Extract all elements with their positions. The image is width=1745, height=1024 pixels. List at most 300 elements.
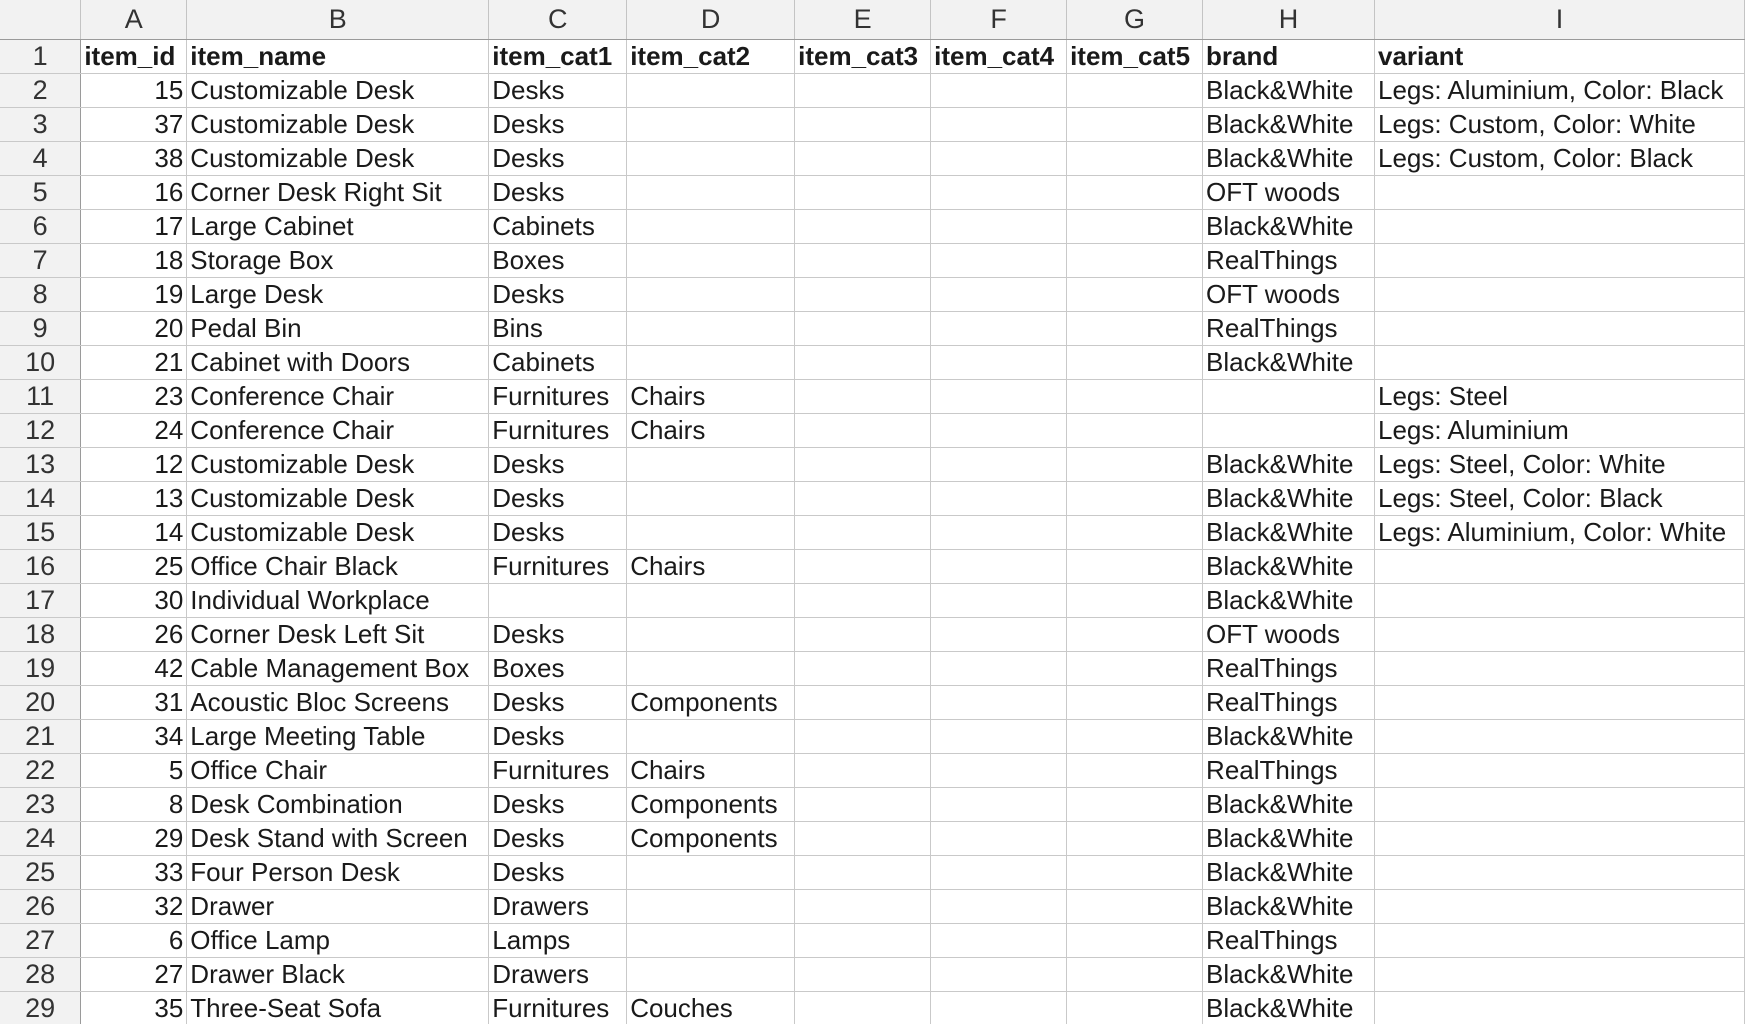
- cell-e17[interactable]: [795, 583, 931, 617]
- cell-e10[interactable]: [795, 345, 931, 379]
- cell-h16[interactable]: Black&White: [1203, 549, 1375, 583]
- cell-b14[interactable]: Customizable Desk: [187, 481, 489, 515]
- cell-f19[interactable]: [931, 651, 1067, 685]
- cell-b16[interactable]: Office Chair Black: [187, 549, 489, 583]
- cell-a7[interactable]: 18: [81, 243, 187, 277]
- cell-f5[interactable]: [931, 175, 1067, 209]
- cell-i2[interactable]: Legs: Aluminium, Color: Black: [1374, 73, 1744, 107]
- cell-h9[interactable]: RealThings: [1203, 311, 1375, 345]
- cell-e7[interactable]: [795, 243, 931, 277]
- cell-e21[interactable]: [795, 719, 931, 753]
- column-header-f[interactable]: F: [931, 0, 1067, 39]
- column-header-b[interactable]: B: [187, 0, 489, 39]
- cell-a23[interactable]: 8: [81, 787, 187, 821]
- row-header-7[interactable]: 7: [0, 243, 81, 277]
- cell-b9[interactable]: Pedal Bin: [187, 311, 489, 345]
- cell-g4[interactable]: [1067, 141, 1203, 175]
- cell-b17[interactable]: Individual Workplace: [187, 583, 489, 617]
- cell-f8[interactable]: [931, 277, 1067, 311]
- cell-d6[interactable]: [627, 209, 795, 243]
- cell-i18[interactable]: [1374, 617, 1744, 651]
- cell-d21[interactable]: [627, 719, 795, 753]
- cell-c23[interactable]: Desks: [489, 787, 627, 821]
- cell-g15[interactable]: [1067, 515, 1203, 549]
- cell-i25[interactable]: [1374, 855, 1744, 889]
- cell-i9[interactable]: [1374, 311, 1744, 345]
- cell-i24[interactable]: [1374, 821, 1744, 855]
- cell-i10[interactable]: [1374, 345, 1744, 379]
- cell-i15[interactable]: Legs: Aluminium, Color: White: [1374, 515, 1744, 549]
- cell-f20[interactable]: [931, 685, 1067, 719]
- cell-c7[interactable]: Boxes: [489, 243, 627, 277]
- cell-a16[interactable]: 25: [81, 549, 187, 583]
- cell-a14[interactable]: 13: [81, 481, 187, 515]
- cell-a2[interactable]: 15: [81, 73, 187, 107]
- cell-f13[interactable]: [931, 447, 1067, 481]
- row-header-1[interactable]: 1: [0, 39, 81, 73]
- cell-f15[interactable]: [931, 515, 1067, 549]
- cell-h23[interactable]: Black&White: [1203, 787, 1375, 821]
- cell-a9[interactable]: 20: [81, 311, 187, 345]
- cell-i8[interactable]: [1374, 277, 1744, 311]
- cell-h5[interactable]: OFT woods: [1203, 175, 1375, 209]
- cell-g18[interactable]: [1067, 617, 1203, 651]
- cell-d24[interactable]: Components: [627, 821, 795, 855]
- cell-e25[interactable]: [795, 855, 931, 889]
- cell-d25[interactable]: [627, 855, 795, 889]
- cell-e6[interactable]: [795, 209, 931, 243]
- row-header-5[interactable]: 5: [0, 175, 81, 209]
- cell-h29[interactable]: Black&White: [1203, 991, 1375, 1024]
- cell-i14[interactable]: Legs: Steel, Color: Black: [1374, 481, 1744, 515]
- cell-d1[interactable]: item_cat2: [627, 39, 795, 73]
- cell-g25[interactable]: [1067, 855, 1203, 889]
- cell-b10[interactable]: Cabinet with Doors: [187, 345, 489, 379]
- cell-e11[interactable]: [795, 379, 931, 413]
- cell-i21[interactable]: [1374, 719, 1744, 753]
- cell-c2[interactable]: Desks: [489, 73, 627, 107]
- cell-f12[interactable]: [931, 413, 1067, 447]
- cell-d22[interactable]: Chairs: [627, 753, 795, 787]
- cell-e19[interactable]: [795, 651, 931, 685]
- cell-c12[interactable]: Furnitures: [489, 413, 627, 447]
- row-header-15[interactable]: 15: [0, 515, 81, 549]
- cell-g9[interactable]: [1067, 311, 1203, 345]
- cell-a18[interactable]: 26: [81, 617, 187, 651]
- cell-h15[interactable]: Black&White: [1203, 515, 1375, 549]
- cell-e23[interactable]: [795, 787, 931, 821]
- cell-g16[interactable]: [1067, 549, 1203, 583]
- cell-b23[interactable]: Desk Combination: [187, 787, 489, 821]
- cell-b7[interactable]: Storage Box: [187, 243, 489, 277]
- cell-a19[interactable]: 42: [81, 651, 187, 685]
- cell-g12[interactable]: [1067, 413, 1203, 447]
- cell-e13[interactable]: [795, 447, 931, 481]
- cell-e12[interactable]: [795, 413, 931, 447]
- cell-g24[interactable]: [1067, 821, 1203, 855]
- cell-a11[interactable]: 23: [81, 379, 187, 413]
- cell-f6[interactable]: [931, 209, 1067, 243]
- cell-c8[interactable]: Desks: [489, 277, 627, 311]
- cell-h2[interactable]: Black&White: [1203, 73, 1375, 107]
- cell-a22[interactable]: 5: [81, 753, 187, 787]
- cell-c24[interactable]: Desks: [489, 821, 627, 855]
- column-header-c[interactable]: C: [489, 0, 627, 39]
- cell-e8[interactable]: [795, 277, 931, 311]
- cell-b5[interactable]: Corner Desk Right Sit: [187, 175, 489, 209]
- cell-d13[interactable]: [627, 447, 795, 481]
- cell-b3[interactable]: Customizable Desk: [187, 107, 489, 141]
- cell-f3[interactable]: [931, 107, 1067, 141]
- cell-h11[interactable]: [1203, 379, 1375, 413]
- row-header-6[interactable]: 6: [0, 209, 81, 243]
- row-header-9[interactable]: 9: [0, 311, 81, 345]
- cell-d9[interactable]: [627, 311, 795, 345]
- cell-b1[interactable]: item_name: [187, 39, 489, 73]
- cell-h7[interactable]: RealThings: [1203, 243, 1375, 277]
- cell-b11[interactable]: Conference Chair: [187, 379, 489, 413]
- cell-e9[interactable]: [795, 311, 931, 345]
- cell-e18[interactable]: [795, 617, 931, 651]
- column-header-g[interactable]: G: [1067, 0, 1203, 39]
- cell-d2[interactable]: [627, 73, 795, 107]
- column-header-a[interactable]: A: [81, 0, 187, 39]
- cell-c16[interactable]: Furnitures: [489, 549, 627, 583]
- cell-h6[interactable]: Black&White: [1203, 209, 1375, 243]
- cell-c13[interactable]: Desks: [489, 447, 627, 481]
- cell-c29[interactable]: Furnitures: [489, 991, 627, 1024]
- cell-c18[interactable]: Desks: [489, 617, 627, 651]
- cell-a6[interactable]: 17: [81, 209, 187, 243]
- cell-c6[interactable]: Cabinets: [489, 209, 627, 243]
- cell-b22[interactable]: Office Chair: [187, 753, 489, 787]
- cell-b8[interactable]: Large Desk: [187, 277, 489, 311]
- cell-g10[interactable]: [1067, 345, 1203, 379]
- row-header-17[interactable]: 17: [0, 583, 81, 617]
- cell-a3[interactable]: 37: [81, 107, 187, 141]
- cell-c27[interactable]: Lamps: [489, 923, 627, 957]
- cell-f14[interactable]: [931, 481, 1067, 515]
- cell-i28[interactable]: [1374, 957, 1744, 991]
- cell-c9[interactable]: Bins: [489, 311, 627, 345]
- cell-c21[interactable]: Desks: [489, 719, 627, 753]
- column-header-h[interactable]: H: [1203, 0, 1375, 39]
- cell-i7[interactable]: [1374, 243, 1744, 277]
- row-header-23[interactable]: 23: [0, 787, 81, 821]
- cell-g28[interactable]: [1067, 957, 1203, 991]
- cell-i26[interactable]: [1374, 889, 1744, 923]
- cell-i19[interactable]: [1374, 651, 1744, 685]
- cell-a27[interactable]: 6: [81, 923, 187, 957]
- cell-a21[interactable]: 34: [81, 719, 187, 753]
- cell-a29[interactable]: 35: [81, 991, 187, 1024]
- cell-b24[interactable]: Desk Stand with Screen: [187, 821, 489, 855]
- cell-a25[interactable]: 33: [81, 855, 187, 889]
- cell-d28[interactable]: [627, 957, 795, 991]
- cell-i20[interactable]: [1374, 685, 1744, 719]
- cell-c4[interactable]: Desks: [489, 141, 627, 175]
- cell-e15[interactable]: [795, 515, 931, 549]
- cell-f22[interactable]: [931, 753, 1067, 787]
- cell-b13[interactable]: Customizable Desk: [187, 447, 489, 481]
- cell-f9[interactable]: [931, 311, 1067, 345]
- cell-i22[interactable]: [1374, 753, 1744, 787]
- row-header-24[interactable]: 24: [0, 821, 81, 855]
- cell-b15[interactable]: Customizable Desk: [187, 515, 489, 549]
- cell-b21[interactable]: Large Meeting Table: [187, 719, 489, 753]
- cell-g26[interactable]: [1067, 889, 1203, 923]
- row-header-19[interactable]: 19: [0, 651, 81, 685]
- cell-f21[interactable]: [931, 719, 1067, 753]
- cell-e22[interactable]: [795, 753, 931, 787]
- cell-e5[interactable]: [795, 175, 931, 209]
- column-header-d[interactable]: D: [627, 0, 795, 39]
- cell-h12[interactable]: [1203, 413, 1375, 447]
- cell-i11[interactable]: Legs: Steel: [1374, 379, 1744, 413]
- cell-h18[interactable]: OFT woods: [1203, 617, 1375, 651]
- cell-e20[interactable]: [795, 685, 931, 719]
- select-all-corner[interactable]: [0, 0, 81, 39]
- cell-g27[interactable]: [1067, 923, 1203, 957]
- row-header-27[interactable]: 27: [0, 923, 81, 957]
- cell-i13[interactable]: Legs: Steel, Color: White: [1374, 447, 1744, 481]
- cell-g2[interactable]: [1067, 73, 1203, 107]
- cell-c5[interactable]: Desks: [489, 175, 627, 209]
- row-header-26[interactable]: 26: [0, 889, 81, 923]
- cell-d11[interactable]: Chairs: [627, 379, 795, 413]
- cell-g23[interactable]: [1067, 787, 1203, 821]
- row-header-13[interactable]: 13: [0, 447, 81, 481]
- cell-b6[interactable]: Large Cabinet: [187, 209, 489, 243]
- cell-g3[interactable]: [1067, 107, 1203, 141]
- cell-d23[interactable]: Components: [627, 787, 795, 821]
- cell-e14[interactable]: [795, 481, 931, 515]
- cell-a26[interactable]: 32: [81, 889, 187, 923]
- cell-i16[interactable]: [1374, 549, 1744, 583]
- cell-g11[interactable]: [1067, 379, 1203, 413]
- cell-i29[interactable]: [1374, 991, 1744, 1024]
- cell-c19[interactable]: Boxes: [489, 651, 627, 685]
- cell-e16[interactable]: [795, 549, 931, 583]
- cell-b4[interactable]: Customizable Desk: [187, 141, 489, 175]
- cell-c25[interactable]: Desks: [489, 855, 627, 889]
- cell-e28[interactable]: [795, 957, 931, 991]
- cell-i23[interactable]: [1374, 787, 1744, 821]
- cell-a17[interactable]: 30: [81, 583, 187, 617]
- cell-d12[interactable]: Chairs: [627, 413, 795, 447]
- cell-a13[interactable]: 12: [81, 447, 187, 481]
- column-header-i[interactable]: I: [1374, 0, 1744, 39]
- cell-b25[interactable]: Four Person Desk: [187, 855, 489, 889]
- cell-d3[interactable]: [627, 107, 795, 141]
- cell-i4[interactable]: Legs: Custom, Color: Black: [1374, 141, 1744, 175]
- row-header-11[interactable]: 11: [0, 379, 81, 413]
- cell-b29[interactable]: Three-Seat Sofa: [187, 991, 489, 1024]
- cell-f29[interactable]: [931, 991, 1067, 1024]
- cell-c20[interactable]: Desks: [489, 685, 627, 719]
- cell-h10[interactable]: Black&White: [1203, 345, 1375, 379]
- cell-h28[interactable]: Black&White: [1203, 957, 1375, 991]
- cell-d5[interactable]: [627, 175, 795, 209]
- cell-d16[interactable]: Chairs: [627, 549, 795, 583]
- cell-c3[interactable]: Desks: [489, 107, 627, 141]
- cell-a1[interactable]: item_id: [81, 39, 187, 73]
- cell-h13[interactable]: Black&White: [1203, 447, 1375, 481]
- cell-e24[interactable]: [795, 821, 931, 855]
- cell-b20[interactable]: Acoustic Bloc Screens: [187, 685, 489, 719]
- cell-h4[interactable]: Black&White: [1203, 141, 1375, 175]
- cell-a28[interactable]: 27: [81, 957, 187, 991]
- row-header-28[interactable]: 28: [0, 957, 81, 991]
- cell-g17[interactable]: [1067, 583, 1203, 617]
- cell-d27[interactable]: [627, 923, 795, 957]
- cell-f4[interactable]: [931, 141, 1067, 175]
- row-header-18[interactable]: 18: [0, 617, 81, 651]
- cell-d10[interactable]: [627, 345, 795, 379]
- row-header-8[interactable]: 8: [0, 277, 81, 311]
- cell-f26[interactable]: [931, 889, 1067, 923]
- cell-e4[interactable]: [795, 141, 931, 175]
- cell-h17[interactable]: Black&White: [1203, 583, 1375, 617]
- cell-f17[interactable]: [931, 583, 1067, 617]
- cell-f28[interactable]: [931, 957, 1067, 991]
- cell-b2[interactable]: Customizable Desk: [187, 73, 489, 107]
- cell-d18[interactable]: [627, 617, 795, 651]
- cell-d15[interactable]: [627, 515, 795, 549]
- cell-c22[interactable]: Furnitures: [489, 753, 627, 787]
- cell-f25[interactable]: [931, 855, 1067, 889]
- cell-h1[interactable]: brand: [1203, 39, 1375, 73]
- cell-c26[interactable]: Drawers: [489, 889, 627, 923]
- cell-c1[interactable]: item_cat1: [489, 39, 627, 73]
- cell-g14[interactable]: [1067, 481, 1203, 515]
- row-header-29[interactable]: 29: [0, 991, 81, 1024]
- cell-f11[interactable]: [931, 379, 1067, 413]
- cell-h24[interactable]: Black&White: [1203, 821, 1375, 855]
- cell-a10[interactable]: 21: [81, 345, 187, 379]
- row-header-2[interactable]: 2: [0, 73, 81, 107]
- cell-e2[interactable]: [795, 73, 931, 107]
- cell-g20[interactable]: [1067, 685, 1203, 719]
- cell-f10[interactable]: [931, 345, 1067, 379]
- row-header-16[interactable]: 16: [0, 549, 81, 583]
- cell-h22[interactable]: RealThings: [1203, 753, 1375, 787]
- cell-h19[interactable]: RealThings: [1203, 651, 1375, 685]
- cell-h8[interactable]: OFT woods: [1203, 277, 1375, 311]
- cell-e29[interactable]: [795, 991, 931, 1024]
- row-header-10[interactable]: 10: [0, 345, 81, 379]
- cell-a15[interactable]: 14: [81, 515, 187, 549]
- cell-d14[interactable]: [627, 481, 795, 515]
- row-header-20[interactable]: 20: [0, 685, 81, 719]
- cell-i3[interactable]: Legs: Custom, Color: White: [1374, 107, 1744, 141]
- cell-d8[interactable]: [627, 277, 795, 311]
- cell-b12[interactable]: Conference Chair: [187, 413, 489, 447]
- cell-e3[interactable]: [795, 107, 931, 141]
- cell-g19[interactable]: [1067, 651, 1203, 685]
- cell-c28[interactable]: Drawers: [489, 957, 627, 991]
- row-header-14[interactable]: 14: [0, 481, 81, 515]
- cell-a20[interactable]: 31: [81, 685, 187, 719]
- cell-d19[interactable]: [627, 651, 795, 685]
- cell-b27[interactable]: Office Lamp: [187, 923, 489, 957]
- cell-a4[interactable]: 38: [81, 141, 187, 175]
- cell-f23[interactable]: [931, 787, 1067, 821]
- cell-h3[interactable]: Black&White: [1203, 107, 1375, 141]
- cell-g29[interactable]: [1067, 991, 1203, 1024]
- cell-b19[interactable]: Cable Management Box: [187, 651, 489, 685]
- cell-g21[interactable]: [1067, 719, 1203, 753]
- cell-b28[interactable]: Drawer Black: [187, 957, 489, 991]
- cell-f1[interactable]: item_cat4: [931, 39, 1067, 73]
- cell-g13[interactable]: [1067, 447, 1203, 481]
- cell-a12[interactable]: 24: [81, 413, 187, 447]
- cell-i1[interactable]: variant: [1374, 39, 1744, 73]
- cell-c10[interactable]: Cabinets: [489, 345, 627, 379]
- cell-i12[interactable]: Legs: Aluminium: [1374, 413, 1744, 447]
- cell-h14[interactable]: Black&White: [1203, 481, 1375, 515]
- cell-i5[interactable]: [1374, 175, 1744, 209]
- cell-h25[interactable]: Black&White: [1203, 855, 1375, 889]
- cell-g7[interactable]: [1067, 243, 1203, 277]
- cell-c14[interactable]: Desks: [489, 481, 627, 515]
- cell-a5[interactable]: 16: [81, 175, 187, 209]
- cell-a8[interactable]: 19: [81, 277, 187, 311]
- cell-d29[interactable]: Couches: [627, 991, 795, 1024]
- cell-c17[interactable]: [489, 583, 627, 617]
- cell-e26[interactable]: [795, 889, 931, 923]
- cell-h20[interactable]: RealThings: [1203, 685, 1375, 719]
- row-header-3[interactable]: 3: [0, 107, 81, 141]
- cell-d17[interactable]: [627, 583, 795, 617]
- cell-d7[interactable]: [627, 243, 795, 277]
- cell-d20[interactable]: Components: [627, 685, 795, 719]
- cell-h27[interactable]: RealThings: [1203, 923, 1375, 957]
- cell-f24[interactable]: [931, 821, 1067, 855]
- cell-g5[interactable]: [1067, 175, 1203, 209]
- row-header-25[interactable]: 25: [0, 855, 81, 889]
- cell-c11[interactable]: Furnitures: [489, 379, 627, 413]
- cell-i27[interactable]: [1374, 923, 1744, 957]
- column-header-e[interactable]: E: [795, 0, 931, 39]
- cell-f7[interactable]: [931, 243, 1067, 277]
- cell-g8[interactable]: [1067, 277, 1203, 311]
- cell-b18[interactable]: Corner Desk Left Sit: [187, 617, 489, 651]
- cell-e27[interactable]: [795, 923, 931, 957]
- row-header-22[interactable]: 22: [0, 753, 81, 787]
- cell-f2[interactable]: [931, 73, 1067, 107]
- cell-a24[interactable]: 29: [81, 821, 187, 855]
- cell-f16[interactable]: [931, 549, 1067, 583]
- row-header-21[interactable]: 21: [0, 719, 81, 753]
- cell-d4[interactable]: [627, 141, 795, 175]
- cell-g6[interactable]: [1067, 209, 1203, 243]
- row-header-4[interactable]: 4: [0, 141, 81, 175]
- cell-h21[interactable]: Black&White: [1203, 719, 1375, 753]
- cell-e1[interactable]: item_cat3: [795, 39, 931, 73]
- cell-g22[interactable]: [1067, 753, 1203, 787]
- cell-f27[interactable]: [931, 923, 1067, 957]
- cell-d26[interactable]: [627, 889, 795, 923]
- cell-b26[interactable]: Drawer: [187, 889, 489, 923]
- row-header-12[interactable]: 12: [0, 413, 81, 447]
- cell-i6[interactable]: [1374, 209, 1744, 243]
- cell-h26[interactable]: Black&White: [1203, 889, 1375, 923]
- cell-i17[interactable]: [1374, 583, 1744, 617]
- cell-g1[interactable]: item_cat5: [1067, 39, 1203, 73]
- cell-f18[interactable]: [931, 617, 1067, 651]
- cell-c15[interactable]: Desks: [489, 515, 627, 549]
